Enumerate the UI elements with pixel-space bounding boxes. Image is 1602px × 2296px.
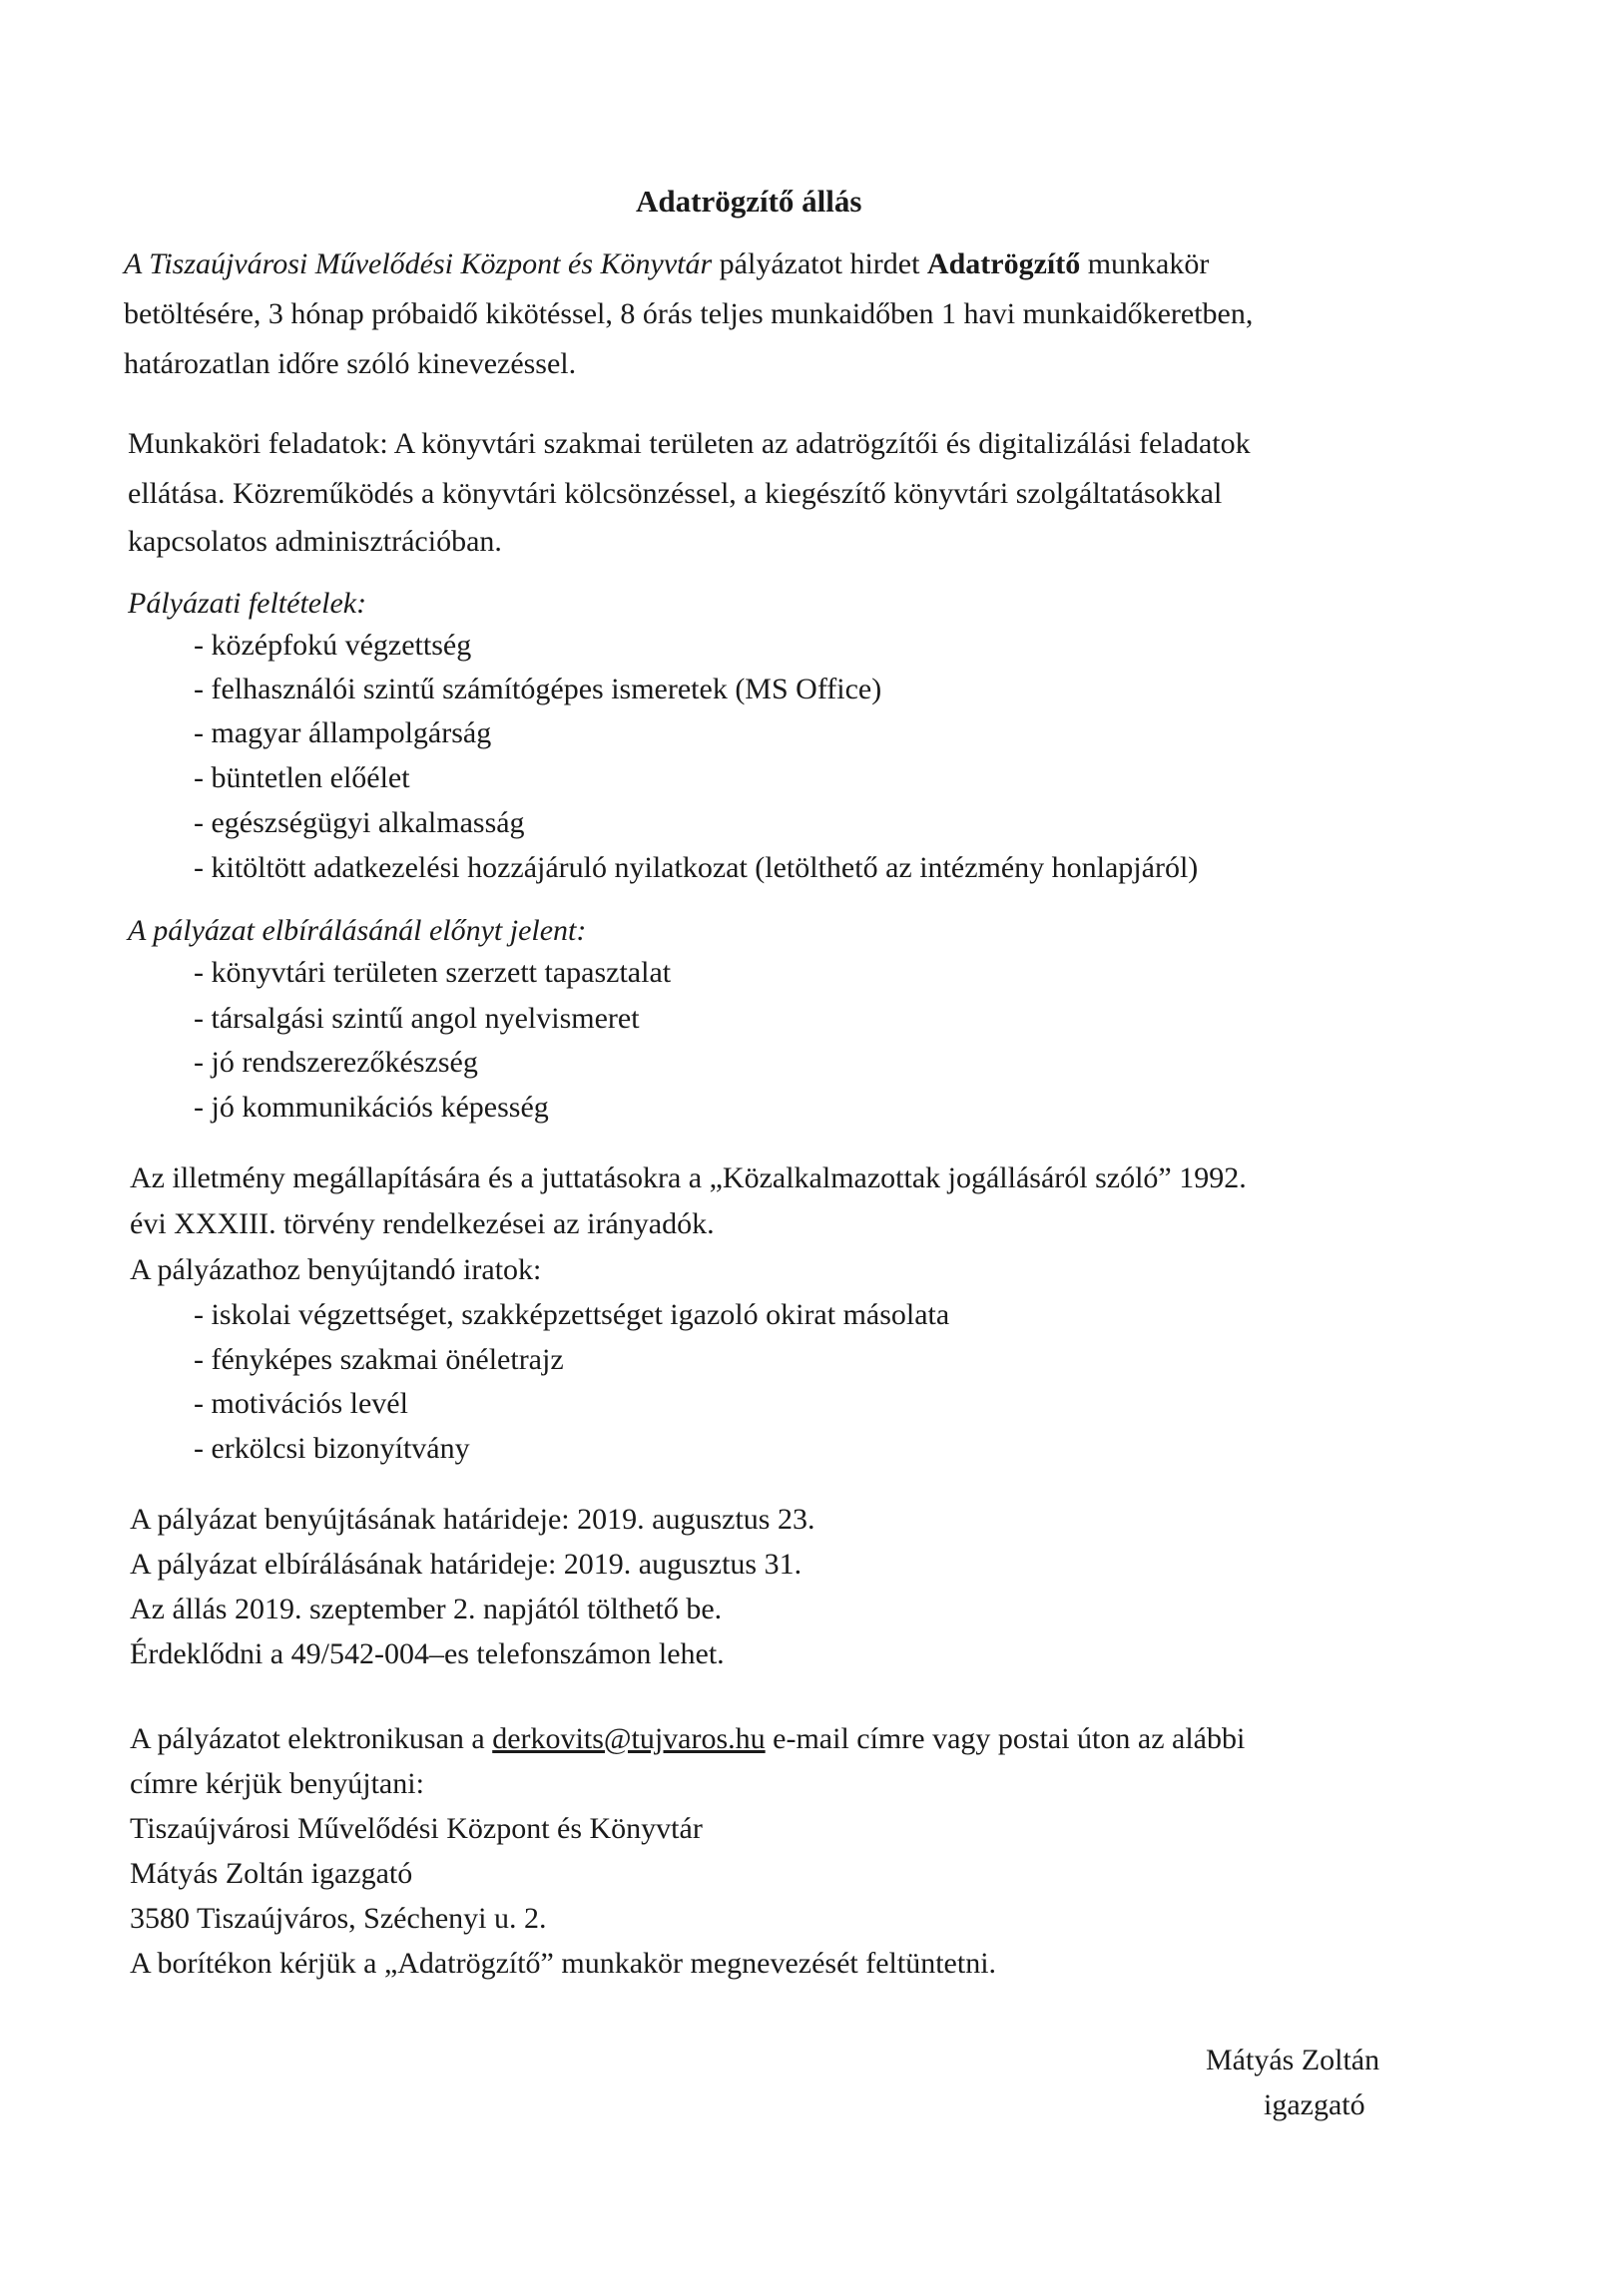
salary-line-2: évi XXXIII. törvény rendelkezései az irányadók. bbox=[130, 1207, 715, 1240]
email-link[interactable]: derkovits@tujvaros.hu bbox=[492, 1722, 766, 1755]
advantage-item: - társalgási szintű angol nyelvismeret bbox=[194, 1002, 640, 1035]
requirement-item: - magyar állampolgárság bbox=[194, 716, 492, 749]
deadline-evaluation: A pályázat elbírálásának határideje: 2019. augusztus 31. bbox=[130, 1548, 802, 1581]
contact-phone: Érdeklődni a 49/542-004–es telefonszámon lehet. bbox=[130, 1637, 725, 1670]
requirement-item: - felhasználói szintű számítógépes ismeretek (MS Office) bbox=[194, 673, 882, 705]
salary-line-1: Az illetmény megállapítására és a juttatásokra a „Közalkalmazottak jogállásáról szóló” 1992. bbox=[130, 1161, 1247, 1194]
organization-name: A Tiszaújvárosi Művelődési Központ és Könyvtár bbox=[124, 247, 713, 280]
advantage-item: - könyvtári területen szerzett tapasztalat bbox=[194, 956, 672, 989]
intro-line-3: határozatlan időre szóló kinevezéssel. bbox=[124, 347, 577, 380]
document-item: - erkölcsi bizonyítvány bbox=[194, 1432, 470, 1465]
requirement-item: - büntetlen előélet bbox=[194, 761, 410, 794]
document-title: Adatrögzítő állás bbox=[636, 184, 862, 219]
submission-line-2: címre kérjük benyújtani: bbox=[130, 1767, 424, 1800]
position-name: Adatrögzítő bbox=[926, 247, 1081, 280]
document-item: - fényképes szakmai önéletrajz bbox=[194, 1343, 564, 1376]
address-organization: Tiszaújvárosi Művelődési Központ és Könyvtár bbox=[130, 1812, 703, 1845]
duties-line-3: kapcsolatos adminisztrációban. bbox=[128, 525, 502, 558]
advantages-heading: A pályázat elbírálásánál előnyt jelent: bbox=[128, 914, 587, 947]
submission-line-1: A pályázatot elektronikusan a derkovits@tujvaros.hu e-mail címre vagy postai úton az alábbi bbox=[130, 1722, 1246, 1755]
requirements-heading: Pályázati feltételek: bbox=[128, 587, 367, 620]
envelope-note: A borítékon kérjük a „Adatrögzítő” munkakör megnevezését feltüntetni. bbox=[130, 1947, 997, 1980]
deadline-submission: A pályázat benyújtásának határideje: 2019. augusztus 23. bbox=[130, 1503, 815, 1536]
document-item: - iskolai végzettséget, szakképzettséget igazoló okirat másolata bbox=[194, 1298, 950, 1331]
advantage-item: - jó kommunikációs képesség bbox=[194, 1091, 549, 1124]
duties-line-2: ellátása. Közreműködés a könyvtári kölcsönzéssel, a kiegészítő könyvtári szolgáltatásokkal bbox=[128, 477, 1223, 510]
signature-role: igazgató bbox=[1264, 2088, 1365, 2121]
intro-line-2: betöltésére, 3 hónap próbaidő kikötéssel, 8 órás teljes munkaidőben 1 havi munkaidőkeretben, bbox=[124, 297, 1254, 330]
documents-heading: A pályázathoz benyújtandó iratok: bbox=[130, 1253, 542, 1286]
requirement-item: - kitöltött adatkezelési hozzájáruló nyilatkozat (letölthető az intézmény honlapjáról) bbox=[194, 851, 1199, 884]
start-date: Az állás 2019. szeptember 2. napjától tölthető be. bbox=[130, 1593, 723, 1625]
address-street: 3580 Tiszaújváros, Széchenyi u. 2. bbox=[130, 1902, 547, 1935]
intro-line-1: A Tiszaújvárosi Művelődési Központ és Könyvtár pályázatot hirdet Adatrögzítő munkakör bbox=[124, 247, 1210, 280]
requirement-item: - egészségügyi alkalmasság bbox=[194, 806, 525, 839]
requirement-item: - középfokú végzettség bbox=[194, 629, 472, 662]
signature-name: Mátyás Zoltán bbox=[1206, 2044, 1380, 2076]
advantage-item: - jó rendszerezőkészség bbox=[194, 1046, 478, 1079]
document-item: - motivációs levél bbox=[194, 1387, 408, 1420]
address-person: Mátyás Zoltán igazgató bbox=[130, 1857, 413, 1890]
duties-line-1: Munkaköri feladatok: A könyvtári szakmai területen az adatrögzítői és digitalizálási feladatok bbox=[128, 427, 1251, 460]
